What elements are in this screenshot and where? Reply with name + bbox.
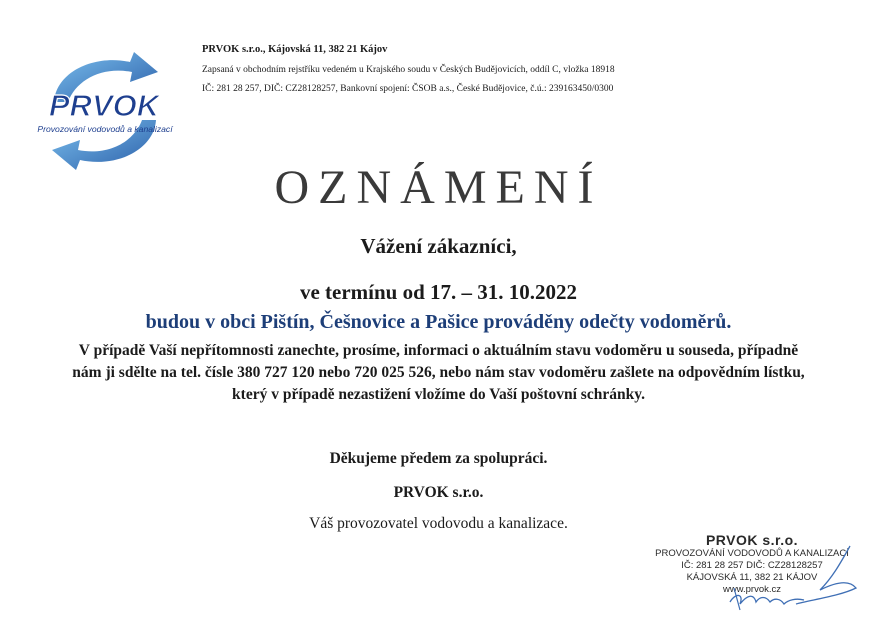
- stamp-name: PRVOK s.r.o.: [705, 532, 799, 548]
- logo-name: PRVOK: [48, 88, 160, 123]
- info-line: který v případě nezastižení vložíme do Vaší poštovní schránky.: [232, 386, 645, 403]
- reading-notice: budou v obci Pištín, Češnovice a Pašice prováděny odečty vodoměrů.: [145, 311, 732, 333]
- company-sign-off: PRVOK s.r.o.: [393, 484, 484, 501]
- info-line: nám ji sdělte na tel. čísle 380 727 120 nebo 720 025 526, nebo nám stav vodoměru zašlete na odpovědním lístku,: [72, 364, 805, 381]
- signature: [700, 544, 870, 614]
- logo-tagline: Provozování vodovodů a kanalizací: [37, 124, 173, 134]
- page-title: OZNÁMENÍ: [274, 161, 603, 214]
- thanks-line: Děkujeme předem za spolupráci.: [329, 450, 548, 467]
- info-paragraph: [0, 340, 877, 406]
- operator-line: Váš provozovatel vodovodu a kanalizace.: [309, 515, 568, 532]
- stamp-line: KÁJOVSKÁ 11, 382 21 KÁJOV: [686, 572, 818, 583]
- stamp-line: IČ: 281 28 257 DIČ: CZ28128257: [681, 560, 823, 571]
- prvok-logo: [34, 50, 176, 170]
- info-line: V případě Vaší nepřítomnosti zanechte, prosíme, informaci o aktuálním stavu vodoměru u souseda, případně: [78, 342, 799, 359]
- stamp-line: www.prvok.cz: [722, 584, 782, 595]
- stamp-line: PROVOZOVÁNÍ VODOVODŮ A KANALIZACÍ: [655, 548, 849, 559]
- term-date: ve termínu od 17. – 31. 10.2022: [299, 280, 578, 304]
- header-registration: Zapsaná v obchodním rejstříku vedeném u Krajského soudu v Českých Budějovicích, oddíl C, vložka 18918: [202, 65, 615, 75]
- header-ids-bank: IČ: 281 28 257, DIČ: CZ28128257, Bankovní spojení: ČSOB a.s., České Budějovice, č.ú.: 239163450/0300: [202, 84, 614, 94]
- greeting: Vážení zákazníci,: [360, 234, 517, 258]
- header-company-line: PRVOK s.r.o., Kájovská 11, 382 21 Kájov: [202, 44, 388, 55]
